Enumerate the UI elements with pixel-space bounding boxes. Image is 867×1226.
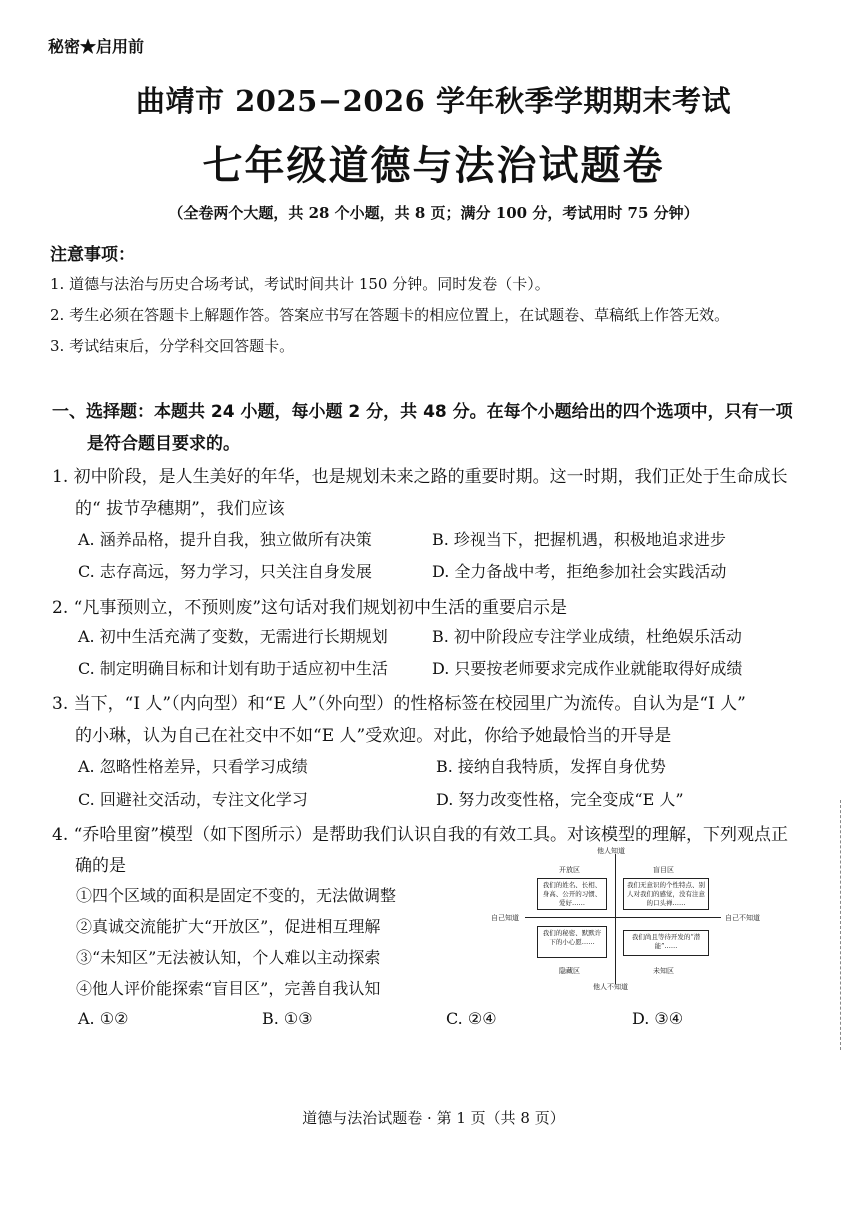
unknown-area-label: 未知区: [653, 967, 674, 975]
question-2-option-b: B. 初中阶段应专注学业成绩，杜绝娱乐活动: [432, 627, 742, 646]
subject-title: 七年级道德与法治试题卷: [202, 142, 665, 189]
open-area-box: 我们的姓名、长相、身高、公开的习惯、爱好……: [537, 878, 607, 910]
scan-fold-line: [839, 800, 841, 1050]
axis-label-top: 他人知道: [597, 847, 625, 855]
question-4-statement-3: ③“未知区”无法被认知，个人难以主动探索: [76, 948, 381, 967]
axis-label-left: 自己知道: [491, 914, 519, 922]
page-footer: 道德与法治试题卷 · 第 1 页（共 8 页）: [302, 1109, 565, 1127]
secret-mark: 秘密★启用前: [48, 37, 145, 56]
question-2-option-d: D. 只要按老师要求完成作业就能取得好成绩: [432, 659, 743, 678]
question-2-stem: 2. “凡事预则立，不预则废”这句话对我们规划初中生活的重要启示是: [52, 598, 568, 618]
question-1-stem-cont: 的“ 拔节孕穗期”，我们应该: [75, 499, 285, 519]
unknown-area-box: 我们尚且等待开发的“潜能”……: [623, 930, 709, 956]
exam-title: 曲靖市 2025−2026 学年秋季学期期末考试: [136, 84, 731, 118]
section-heading-cont: 是符合题目要求的。: [87, 434, 240, 454]
hidden-area-box: 我们的秘密、默默许下的小心愿……: [537, 926, 607, 958]
notice-item: 3. 考试结束后，分学科交回答题卡。: [50, 337, 295, 355]
question-1-stem: 1. 初中阶段，是人生美好的年华，也是规划未来之路的重要时期。这一时期，我们正处于生命成长: [52, 467, 788, 487]
question-2-option-a: A. 初中生活充满了变数，无需进行长期规划: [78, 627, 388, 646]
question-3-stem: 3. 当下，“I 人”（内向型）和“E 人”（外向型）的性格标签在校园里广为流传。自认为是“I 人”: [52, 694, 746, 714]
question-2-option-c: C. 制定明确目标和计划有助于适应初中生活: [78, 659, 388, 678]
question-3-stem-cont: 的小琳，认为自己在社交中不如“E 人”受欢迎。对此，你给予她最恰当的开导是: [75, 726, 672, 746]
question-1-option-c: C. 志存高远，努力学习，只关注自身发展: [78, 562, 372, 581]
question-4-option-c: C. ②④: [446, 1009, 497, 1028]
exam-info: （全卷两个大题，共 28 个小题，共 8 页；满分 100 分，考试用时 75 分钟）: [168, 204, 699, 222]
question-1-option-d: D. 全力备战中考，拒绝参加社会实践活动: [432, 562, 727, 581]
notice-item: 1. 道德与法治与历史合场考试，考试时间共计 150 分钟。同时发卷（卡）。: [50, 275, 550, 293]
axis-label-bottom: 他人不知道: [593, 983, 628, 991]
blind-area-label: 盲目区: [653, 866, 674, 874]
open-area-label: 开放区: [559, 866, 580, 874]
question-4-statement-4: ④他人评价能探索“盲目区”，完善自我认知: [76, 979, 381, 998]
question-4-statement-2: ②真诚交流能扩大“开放区”，促进相互理解: [76, 917, 381, 936]
question-3-option-b: B. 接纳自我特质，发挥自身优势: [436, 757, 666, 776]
question-4-option-b: B. ①③: [262, 1009, 313, 1028]
question-3-option-a: A. 忽略性格差异，只看学习成绩: [78, 757, 308, 776]
section-heading: 一、选择题：本题共 24 小题，每小题 2 分，共 48 分。在每个小题给出的四个选项中，只有一项: [52, 402, 793, 422]
notice-heading: 注意事项：: [50, 245, 135, 265]
question-4-stem: 4. “乔哈里窗”模型（如下图所示）是帮助我们认识自我的有效工具。对该模型的理解，下列观点正: [52, 825, 789, 845]
question-4-option-a: A. ①②: [78, 1009, 129, 1028]
hidden-area-label: 隐藏区: [559, 967, 580, 975]
vertical-axis: [615, 854, 616, 984]
johari-window-diagram: [487, 846, 760, 994]
question-4-stem-cont: 确的是: [75, 856, 126, 876]
question-3-option-d: D. 努力改变性格，完全变成“E 人”: [436, 790, 684, 809]
horizontal-axis: [525, 917, 721, 918]
blind-area-box: 我们无意识的个性特点、别人对我们的感觉，没有注意的口头禅……: [623, 878, 709, 910]
axis-label-right: 自己不知道: [725, 914, 760, 922]
question-1-option-b: B. 珍视当下，把握机遇，积极地追求进步: [432, 530, 726, 549]
question-3-option-c: C. 回避社交活动，专注文化学习: [78, 790, 308, 809]
question-1-option-a: A. 涵养品格，提升自我，独立做所有决策: [78, 530, 372, 549]
notice-item: 2. 考生必须在答题卡上解题作答。答案应书写在答题卡的相应位置上，在试题卷、草稿纸上作答无效。: [50, 306, 730, 324]
question-4-option-d: D. ③④: [632, 1009, 684, 1028]
question-4-statement-1: ①四个区域的面积是固定不变的，无法做调整: [76, 886, 397, 905]
